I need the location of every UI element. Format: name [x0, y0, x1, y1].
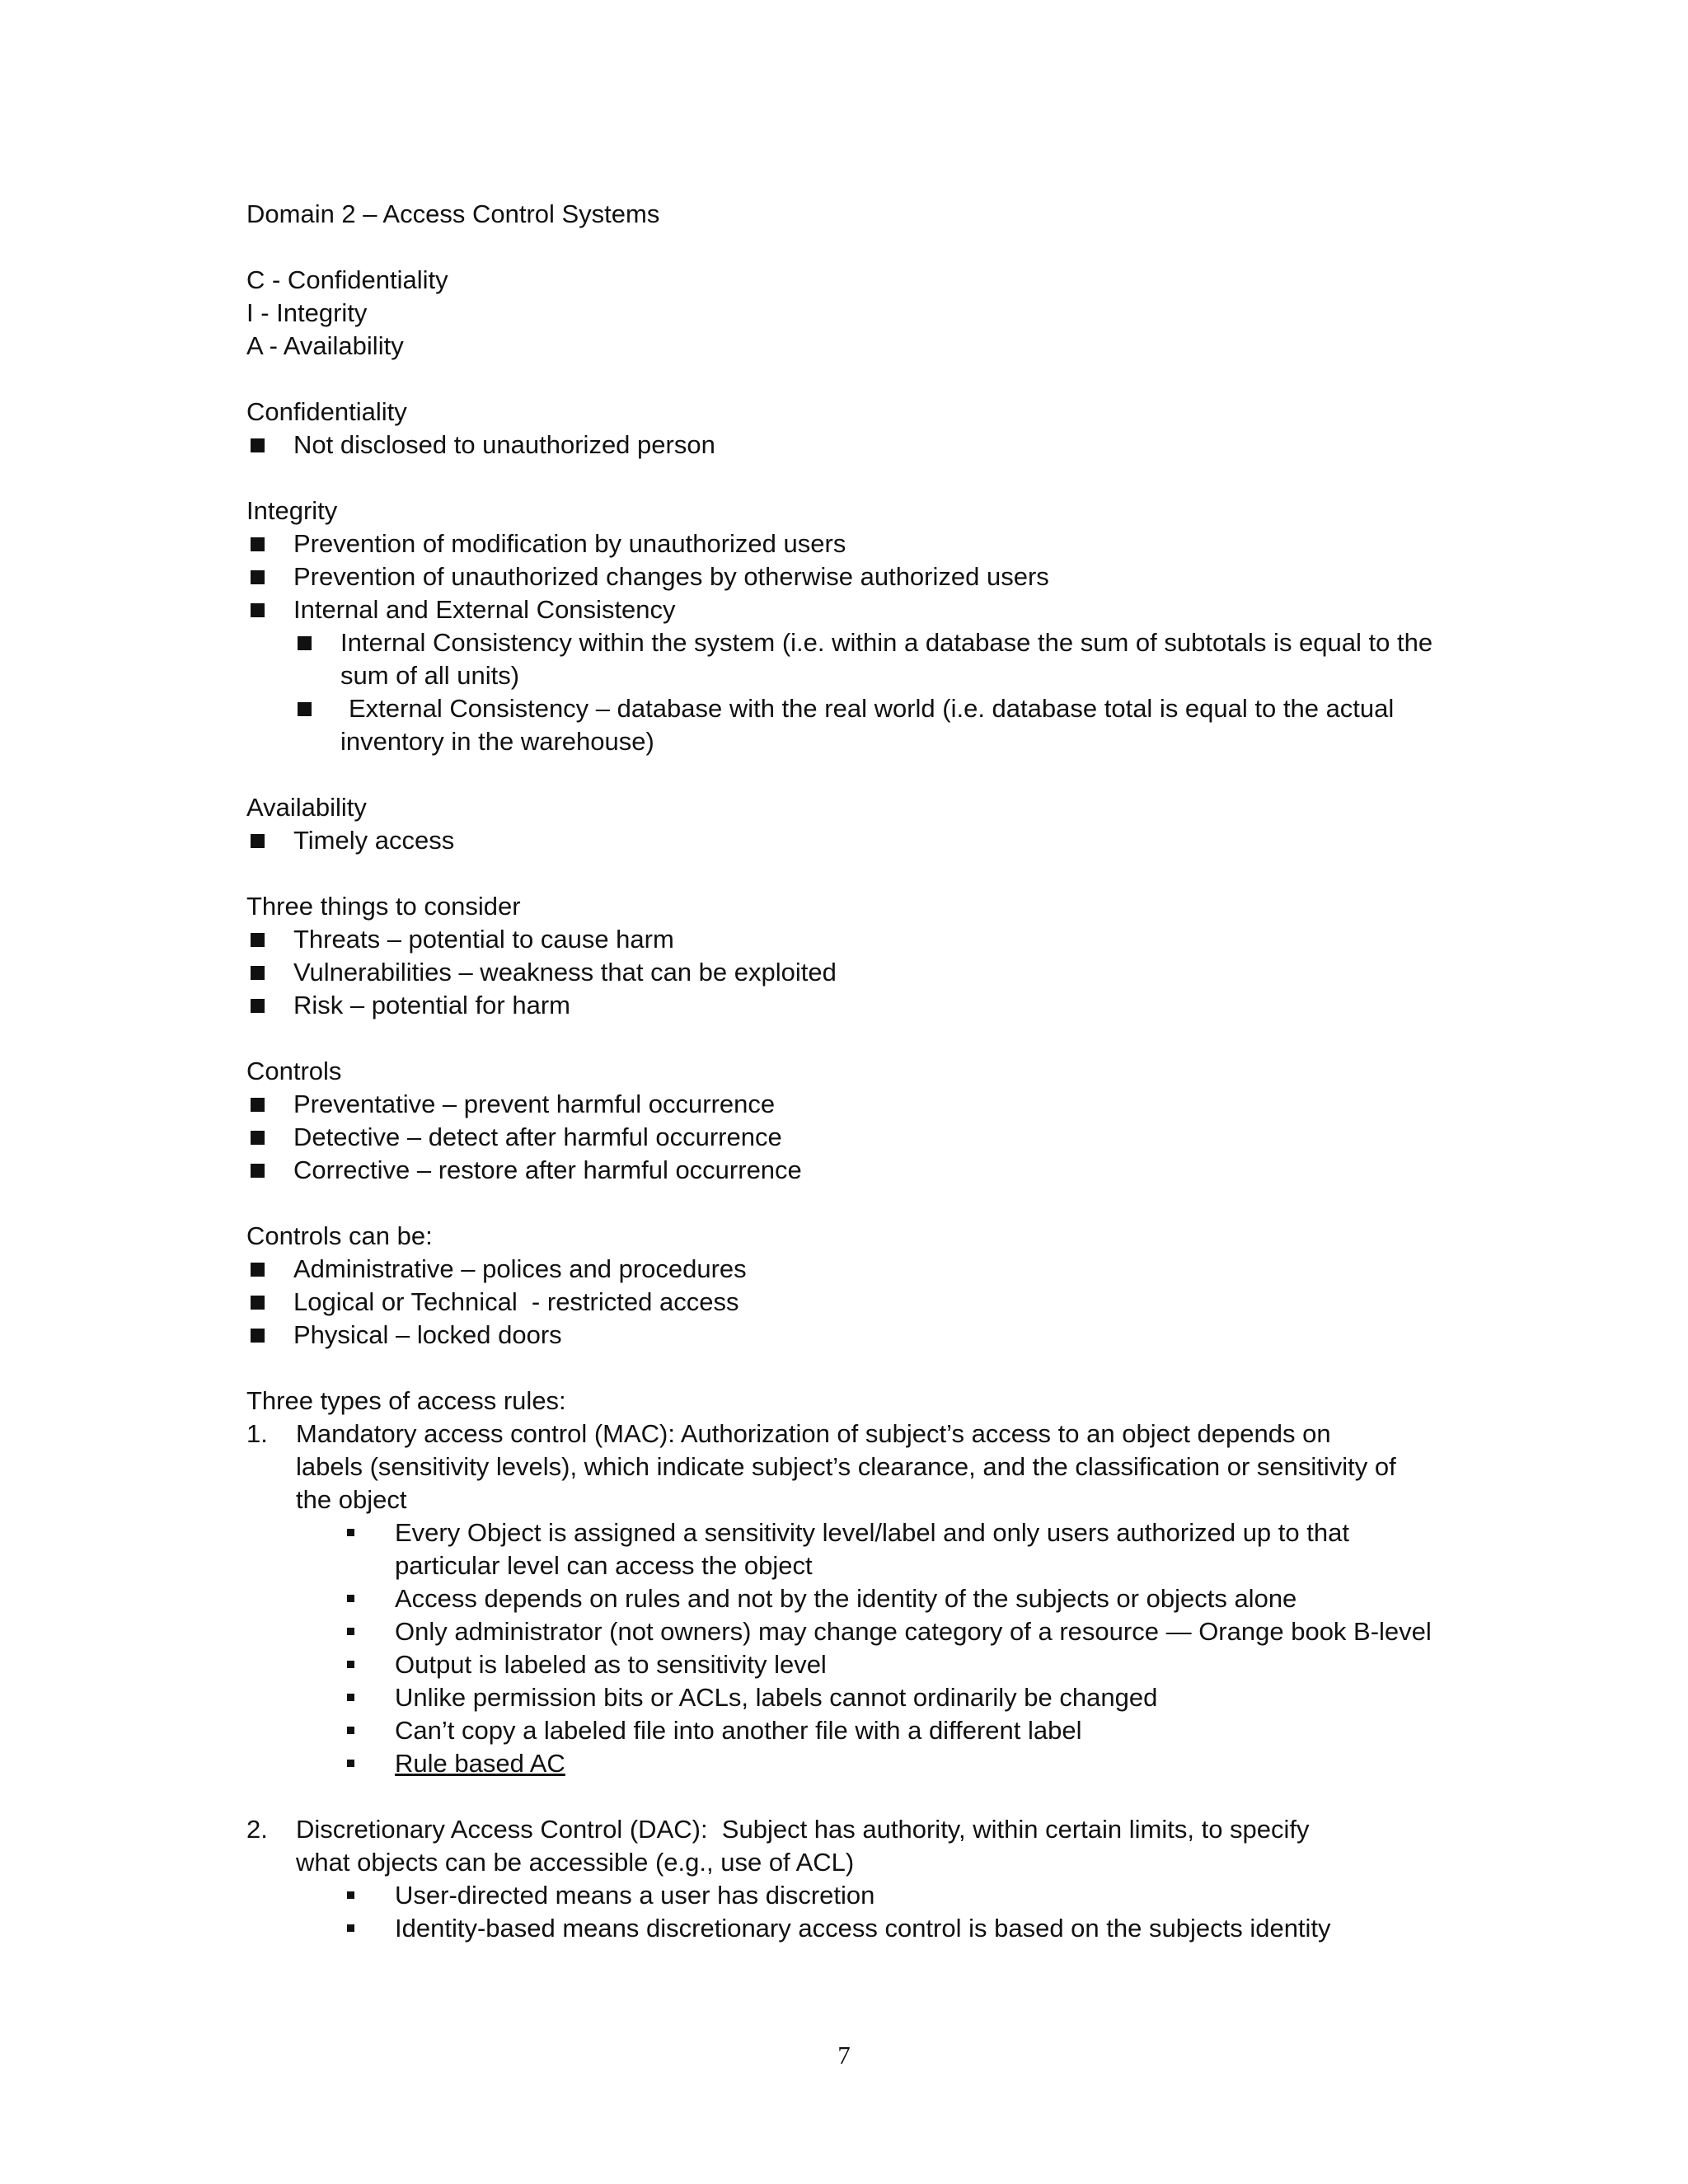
list-item: Internal and External Consistency	[246, 593, 1442, 626]
list-item: Threats – potential to cause harm	[246, 923, 1442, 956]
dac-line-1: Discretionary Access Control (DAC): Subject has authority, within certain limits, to specify	[296, 1815, 1310, 1844]
list-item: Access depends on rules and not by the identity of the subjects or objects alone	[345, 1582, 1442, 1615]
list-item: Can’t copy a labeled file into another file with a different label	[345, 1714, 1442, 1747]
list-item: Internal Consistency within the system (i.e. within a database the sum of subtotals is equal to the sum of all units)	[293, 626, 1442, 692]
list-item: Risk – potential for harm	[246, 989, 1442, 1022]
list-item	[345, 1747, 1442, 1780]
mac-item	[246, 1418, 1442, 1516]
list-item: Unlike permission bits or ACLs, labels cannot ordinarily be changed	[345, 1681, 1442, 1714]
rule-based-ac-link[interactable]: Rule based AC	[395, 1749, 565, 1778]
controls-can-be-list	[246, 1253, 1442, 1352]
list-item: Timely access	[246, 824, 1442, 857]
list-item: Identity-based means discretionary access control is based on the subjects identity	[345, 1912, 1442, 1945]
list-item: Only administrator (not owners) may change category of a resource — Orange book B-level	[345, 1615, 1442, 1648]
list-item: Preventative – prevent harmful occurrence	[246, 1088, 1442, 1121]
controls-heading: Controls	[246, 1057, 342, 1085]
cia-line-i: I - Integrity	[246, 298, 368, 327]
list-item: Not disclosed to unauthorized person	[246, 429, 1442, 462]
list-item: Detective – detect after harmful occurrence	[246, 1121, 1442, 1154]
list-item: Prevention of unauthorized changes by otherwise authorized users	[246, 560, 1442, 593]
list-item: Output is labeled as to sensitivity level	[345, 1648, 1442, 1681]
dac-item	[246, 1813, 1442, 1879]
mac-line-3: the object	[296, 1485, 407, 1514]
confidentiality-list	[246, 429, 1442, 462]
confidentiality-heading: Confidentiality	[246, 397, 407, 426]
three-things-list	[246, 923, 1442, 1022]
list-item: Physical – locked doors	[246, 1319, 1442, 1352]
dac-bullets	[345, 1879, 1442, 1945]
mac-bullets	[345, 1516, 1442, 1780]
consistency-sublist	[293, 626, 1442, 758]
list-item: User-directed means a user has discretion	[345, 1879, 1442, 1912]
integrity-list	[246, 527, 1442, 626]
dac-number: 2.	[246, 1815, 268, 1844]
cia-line-c: C - Confidentiality	[246, 265, 448, 294]
mac-line-1: Mandatory access control (MAC): Authorization of subject’s access to an object depends on	[296, 1419, 1331, 1448]
list-item: External Consistency – database with the real world (i.e. database total is equal to the actual inventory in the warehouse)	[293, 692, 1442, 758]
page-number: 7	[837, 2041, 851, 2069]
access-rules-heading: Three types of access rules:	[246, 1386, 566, 1415]
controls-list	[246, 1088, 1442, 1187]
mac-number: 1.	[246, 1419, 268, 1448]
dac-line-2: what objects can be accessible (e.g., use of ACL)	[296, 1848, 855, 1877]
list-item: Logical or Technical - restricted access	[246, 1286, 1442, 1319]
list-item: Prevention of modification by unauthorized users	[246, 527, 1442, 560]
document-title: Domain 2 – Access Control Systems	[246, 199, 660, 228]
mac-line-2: labels (sensitivity levels), which indicate subject’s clearance, and the classification or sensitivity of	[296, 1452, 1396, 1481]
cia-line-a: A - Availability	[246, 331, 404, 360]
list-item: Every Object is assigned a sensitivity level/label and only users authorized up to that particular level can access the object	[345, 1516, 1442, 1582]
list-item: Administrative – polices and procedures	[246, 1253, 1442, 1286]
integrity-heading: Integrity	[246, 496, 338, 525]
list-item: Vulnerabilities – weakness that can be exploited	[246, 956, 1442, 989]
access-rules-list-2	[246, 1813, 1442, 1879]
access-rules-list	[246, 1418, 1442, 1516]
availability-heading: Availability	[246, 793, 367, 822]
controls-can-be-heading: Controls can be:	[246, 1221, 433, 1250]
three-things-heading: Three things to consider	[246, 892, 521, 921]
availability-list	[246, 824, 1442, 857]
list-item: Corrective – restore after harmful occurrence	[246, 1154, 1442, 1187]
page-content	[246, 198, 1442, 1945]
